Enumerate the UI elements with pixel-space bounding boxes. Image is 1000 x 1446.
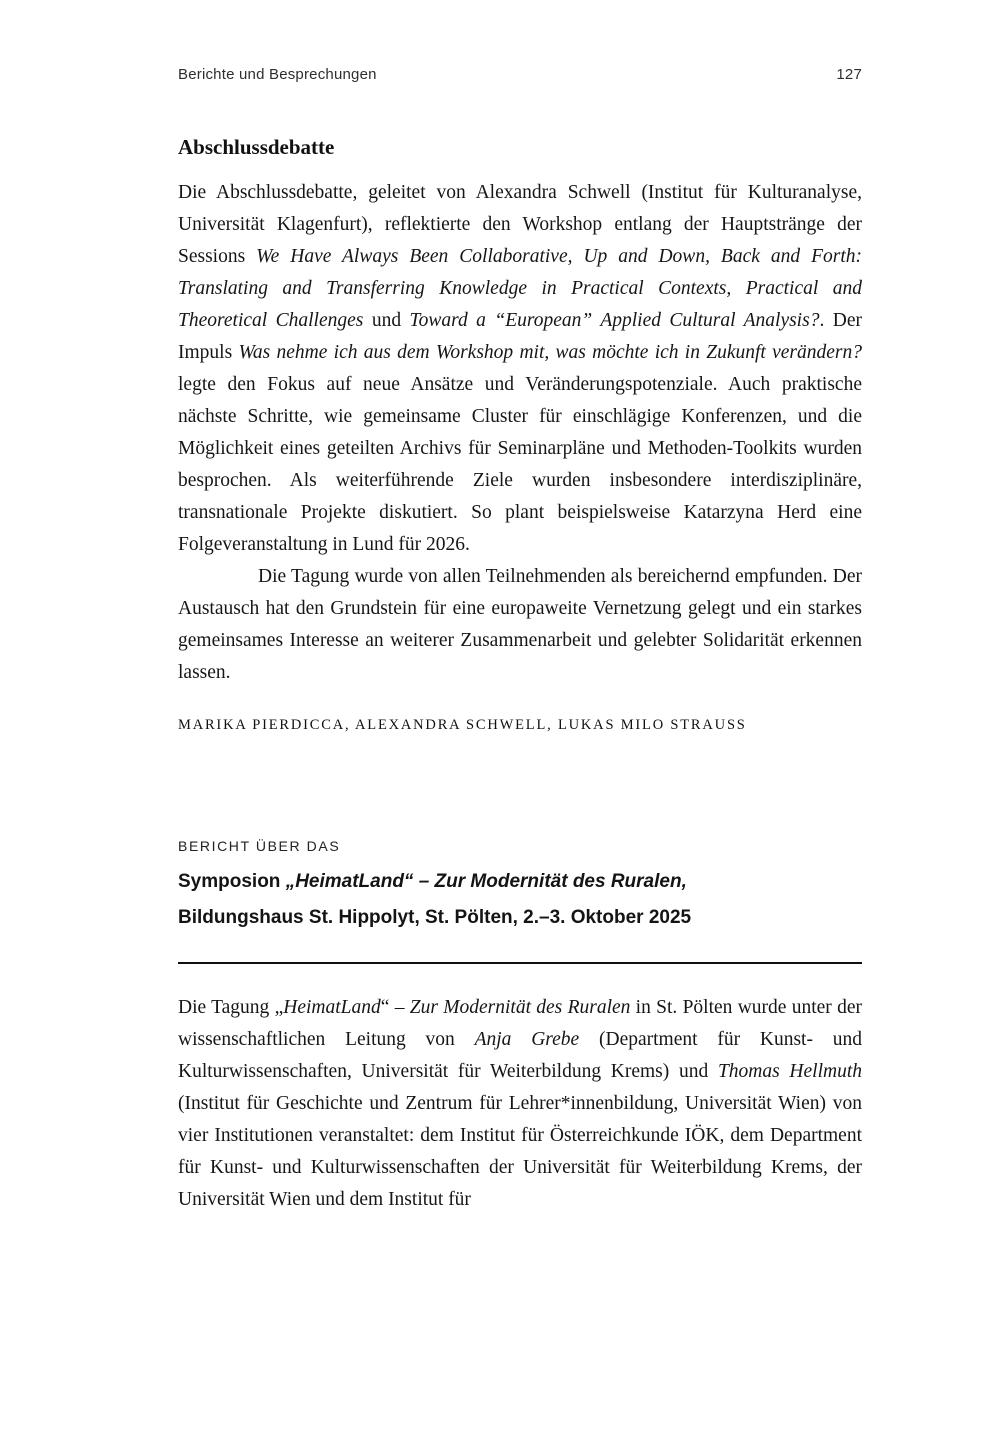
body-paragraph-3: Die Tagung „HeimatLand“ – Zur Modernität des Ruralen in St. Pölten wurde unter der wissenschaftlichen Leitung von Anja Grebe (Department für Kunst- und Kulturwissenschaften, Universität für Weiterbildung Krems) und Thomas Hellmuth (Institut für Geschichte und Zentrum für Lehrer*innenbildung, Universität Wien) von vier Institutionen veranstaltet: dem Institut für Österreichkunde IÖK, dem Department für Kunst- und Kulturwissenschaften der Universität für Weiterbildung Krems, der Universität Wien und dem Institut für: [178, 997, 862, 1210]
body-paragraph-1: Die Abschlussdebatte, geleitet von Alexandra Schwell (Institut für Kulturanalyse, Universität Klagenfurt), reflektierte den Workshop entlang der Hauptstränge der Sessions We Have Always Been Collaborative, Up and Down, Back and Forth: Translating and Transferring Knowledge in Practical Contexts, Practical and Theoretical Challenges und Toward a “European” Applied Cultural Analysis?. Der Impuls Was nehme ich aus dem Workshop mit, was möchte ich in Zukunft verändern? legte den Fokus auf neue Ansätze und Veränderungspotenziale. Auch praktische nächste Schritte, wie gemeinsame Cluster für einschlägige Konferenzen, und die Möglichkeit eines geteilten Archivs für Seminarpläne und Methoden-Toolkits wurden besprochen. Als weiterführende Ziele wurden insbesondere interdisziplinäre, transnationale Projekte diskutiert. So plant beispielsweise Katarzyna Herd eine Folgeveranstaltung in Lund für 2026.: [178, 182, 863, 555]
page-header: [178, 66, 862, 83]
report-section: [178, 135, 862, 734]
article-title: Symposion „HeimatLand“ – Zur Modernität des Ruralen,: [178, 871, 687, 892]
article-kicker: BERICHT ÜBER DAS: [178, 838, 341, 854]
body-paragraph-2: Die Tagung wurde von allen Teilnehmenden als bereichernd empfunden. Der Austausch hat den Grundstein für eine europaweite Vernetzung gelegt und ein starkes gemeinsames Interesse an weiterer Zusammenarbeit und gelebter Solidarität erkennen lassen.: [178, 566, 862, 683]
running-title: Berichte und Besprechungen: [178, 66, 377, 83]
page-number: 127: [836, 66, 862, 83]
author-line: MARIKA PIERDICCA, ALEXANDRA SCHWELL, LUKAS MILO STRAUSS: [178, 717, 747, 733]
divider-rule: [178, 962, 862, 964]
section-heading: Abschlussdebatte: [178, 135, 335, 159]
article-subtitle: Bildungshaus St. Hippolyt, St. Pölten, 2.–3. Oktober 2025: [178, 907, 692, 928]
next-article-section: [178, 838, 862, 1216]
